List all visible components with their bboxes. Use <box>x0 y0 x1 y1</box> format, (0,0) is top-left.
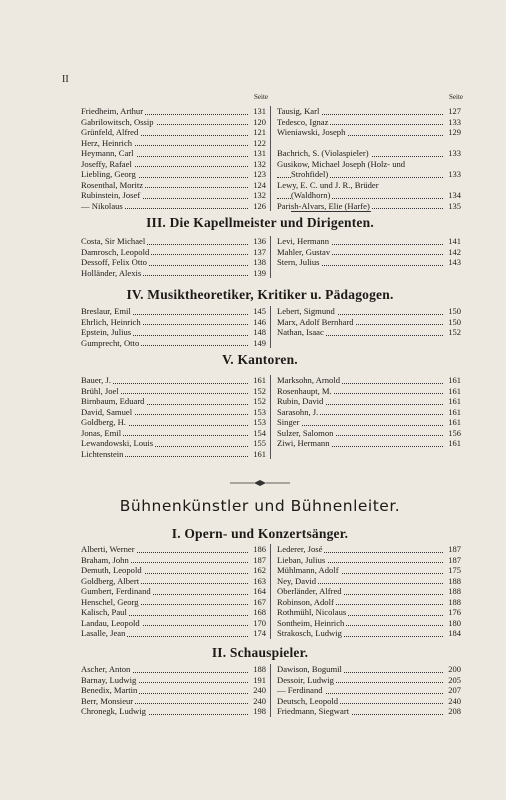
entry-name: Strakosch, Ludwig <box>277 628 342 638</box>
entry-page-number: 170 <box>253 617 266 628</box>
entry-name: Liebling, Georg <box>81 169 136 179</box>
entry-page-number: 188 <box>448 586 461 596</box>
index-entry <box>277 148 461 159</box>
entry-name: Landau, Leopold <box>81 617 140 628</box>
index-entry <box>81 565 266 576</box>
entry-page-number: 161 <box>448 417 461 427</box>
index-entry <box>81 306 266 317</box>
ornament-divider <box>230 479 290 487</box>
index-entry <box>81 586 266 597</box>
entry-page-number: 129 <box>448 127 461 137</box>
entry-page-number: 145 <box>253 306 266 316</box>
index-entry <box>81 544 266 555</box>
left-column <box>81 375 271 459</box>
entry-page-number: 134 <box>448 190 461 200</box>
entry-name: Sulzer, Salomon <box>277 427 334 438</box>
entry-page-number: 240 <box>253 685 266 695</box>
section-heading: IV. Musiktheoretiker, Kritiker u. Pädagogen. <box>126 287 394 302</box>
entry-page-number: 156 <box>448 427 461 438</box>
index-entry <box>277 628 461 639</box>
index-entry <box>81 706 266 717</box>
page-number: II <box>62 74 69 85</box>
entry-page-number: 240 <box>448 695 461 706</box>
entry-name: Braham, John <box>81 554 129 565</box>
index-entry <box>81 449 266 460</box>
index-section-instrumentalists <box>81 93 463 211</box>
index-entry <box>81 396 266 407</box>
entry-name: Dessoir, Ludwig <box>277 674 334 685</box>
entry-page-number: 124 <box>253 179 266 190</box>
entry-page-number: 143 <box>448 257 461 267</box>
index-entry <box>81 428 266 439</box>
left-column <box>81 664 271 717</box>
index-entry <box>81 236 266 247</box>
index-entry <box>277 576 461 587</box>
section-heading: II. Schauspieler. <box>211 645 309 660</box>
index-entry <box>277 428 461 439</box>
entry-page-number: 153 <box>253 406 266 417</box>
entry-name: Jonas, Emil <box>81 427 122 438</box>
entry-page-number: 161 <box>448 385 461 396</box>
entry-page-number: 205 <box>448 674 461 685</box>
index-entry <box>81 317 266 328</box>
index-section-theorists <box>81 306 461 348</box>
index-entry <box>277 117 461 128</box>
entry-page-number: 176 <box>448 607 461 617</box>
entry-name: Lasalle, Jean <box>81 628 126 638</box>
entry-page-number: 188 <box>448 596 461 607</box>
index-entry <box>81 159 266 170</box>
entry-page-number: 150 <box>448 306 461 316</box>
entry-name: Bachrich, S. (Violaspieler) <box>277 148 369 158</box>
index-entry <box>81 555 266 566</box>
entry-page-number: 132 <box>253 158 266 169</box>
entry-page-number: 132 <box>253 190 266 200</box>
entry-page-number: 136 <box>253 236 266 246</box>
index-entry <box>277 159 461 170</box>
entry-name: Costa, Sir Michael <box>81 236 146 246</box>
entry-name: Tedesco, Ignaz <box>277 116 329 127</box>
entry-name: Deutsch, Leopold <box>277 695 339 706</box>
entry-name: Goldberg, H. <box>81 417 126 427</box>
entry-page-number: 154 <box>253 427 266 438</box>
entry-name <box>277 138 279 148</box>
entry-name: Tausig, Karl <box>277 106 320 116</box>
entry-page-number: 161 <box>253 375 266 385</box>
index-entry <box>81 148 266 159</box>
main-title: Bühnenkünstler und Bühnenleiter. <box>119 497 401 515</box>
entry-name: Marx, Adolf Bernhard <box>277 316 354 327</box>
entry-page-number: 175 <box>448 565 461 575</box>
entry-name: Mühlmann, Adolf <box>277 565 339 575</box>
right-column <box>271 236 461 278</box>
index-entry <box>277 138 461 149</box>
section-heading: I. Opern- und Konzertsänger. <box>171 526 349 541</box>
entry-name: Breslaur, Emil <box>81 306 131 316</box>
index-entry <box>81 664 266 675</box>
entry-page-number: 187 <box>448 544 461 554</box>
index-entry <box>81 117 266 128</box>
entry-page-number: 131 <box>253 106 266 116</box>
index-entry <box>81 201 266 212</box>
index-entry <box>277 675 461 686</box>
entry-page-number: 133 <box>448 148 461 158</box>
entry-name: Oberländer, Alfred <box>277 586 342 596</box>
entry-name: (Waldhorn) <box>291 190 331 200</box>
index-entry <box>81 257 266 268</box>
entry-name: Rosenhaupt, M. <box>277 385 332 396</box>
entry-page-number: 127 <box>448 106 461 116</box>
index-entry <box>81 597 266 608</box>
entry-name: Friedheim, Arthur <box>81 106 144 116</box>
entry-page-number: 167 <box>253 596 266 607</box>
entry-name: Lewandowski, Louis <box>81 438 154 448</box>
index-entry <box>81 407 266 418</box>
right-column <box>271 93 463 211</box>
entry-name: — Ferdinand <box>277 685 323 695</box>
entry-name: Lichtenstein <box>81 448 124 459</box>
index-entry <box>81 180 266 191</box>
index-entry <box>81 327 266 338</box>
left-column <box>81 306 271 348</box>
entry-name: Lederer, José <box>277 544 323 554</box>
entry-name: Wieniawski, Joseph <box>277 127 346 137</box>
index-entry <box>277 317 461 328</box>
entry-name: Epstein, Julius <box>81 327 132 337</box>
index-entry <box>277 618 461 629</box>
entry-page-number: 240 <box>253 695 266 706</box>
index-entry <box>277 565 461 576</box>
entry-name: Berr, Monsieur <box>81 695 134 706</box>
entry-page-number: 137 <box>253 246 266 257</box>
index-entry <box>277 106 461 117</box>
index-entry <box>277 544 461 555</box>
entry-page-number: 161 <box>253 448 266 459</box>
entry-page-number: 207 <box>448 685 461 695</box>
index-entry <box>277 247 461 258</box>
index-section-singers <box>81 544 461 639</box>
entry-page-number: 187 <box>253 554 266 565</box>
entry-page-number: 187 <box>448 554 461 565</box>
entry-page-number: 153 <box>253 417 266 427</box>
entry-name: Lewy, E. C. und J. R., Brüder <box>277 179 379 190</box>
index-entry <box>81 138 266 149</box>
entry-page-number: 161 <box>448 375 461 385</box>
index-entry <box>277 706 461 717</box>
index-entry <box>81 268 266 279</box>
index-entry <box>81 417 266 428</box>
entry-name: Alberti, Werner <box>81 544 135 554</box>
index-entry <box>277 438 461 449</box>
entry-page-number: 142 <box>448 246 461 257</box>
entry-page-number: 161 <box>448 396 461 406</box>
left-column <box>81 544 271 639</box>
index-entry <box>81 127 266 138</box>
entry-name: Kalisch, Paul <box>81 607 127 617</box>
index-entry <box>81 169 266 180</box>
right-column <box>271 306 461 348</box>
entry-page-number: 200 <box>448 664 461 674</box>
entry-page-number: 168 <box>253 607 266 617</box>
entry-name: Rothmühl, Nicolaus <box>277 607 347 617</box>
entry-name: Sontheim, Heinrich <box>277 617 345 628</box>
entry-name: Ascher, Anton <box>81 664 131 674</box>
index-entry <box>277 407 461 418</box>
entry-page-number: 139 <box>253 267 266 278</box>
index-entry <box>277 306 461 317</box>
entry-page-number: 180 <box>448 617 461 628</box>
entry-page-number: 141 <box>448 236 461 246</box>
index-entry <box>277 555 461 566</box>
entry-name: Holländer, Alexis <box>81 267 142 278</box>
index-entry <box>81 438 266 449</box>
entry-name: — Nikolaus <box>81 200 123 211</box>
right-column <box>271 544 461 639</box>
index-entry <box>277 396 461 407</box>
entry-page-number: 123 <box>253 169 266 179</box>
entry-page-number: 198 <box>253 706 266 716</box>
section-heading: III. Die Kapellmeister und Dirigenten. <box>146 215 374 230</box>
dot-leader <box>277 425 443 426</box>
index-entry <box>277 386 461 397</box>
index-entry <box>277 696 461 707</box>
index-entry <box>277 236 461 247</box>
entry-name: Ehrlich, Heinrich <box>81 316 141 327</box>
entry-page-number: 191 <box>253 674 266 685</box>
entry-name: Singer <box>277 417 300 427</box>
entry-name: Heymann, Carl <box>81 148 134 158</box>
index-entry <box>81 696 266 707</box>
index-section-actors <box>81 664 461 717</box>
index-section-cantors <box>81 375 461 459</box>
entry-name: Demuth, Leopold <box>81 565 142 575</box>
entry-name: Rosenthal, Moritz <box>81 179 144 190</box>
entry-page-number: 174 <box>253 628 266 638</box>
entry-name: Dessoff, Felix Otto <box>81 257 147 267</box>
right-column <box>271 664 461 717</box>
entry-page-number: 120 <box>253 116 266 127</box>
index-entry <box>81 338 266 349</box>
entry-name: Levi, Hermann <box>277 236 330 246</box>
index-entry <box>81 106 266 117</box>
entry-page-number: 152 <box>253 396 266 406</box>
index-entry <box>81 685 266 696</box>
entry-name: Marksohn, Arnold <box>277 375 341 385</box>
index-entry <box>277 201 461 212</box>
entry-name: Joseffy, Rafael <box>81 158 132 169</box>
entry-name: Barnay, Ludwig <box>81 674 137 685</box>
entry-name: Benedix, Martin <box>81 685 138 695</box>
entry-name: Damrosch, Leopold <box>81 246 150 257</box>
index-entry <box>277 127 461 138</box>
index-entry <box>277 180 461 191</box>
entry-page-number: 208 <box>448 706 461 716</box>
entry-name: Gumprecht, Otto <box>81 337 140 348</box>
entry-page-number: 122 <box>253 137 266 148</box>
index-entry <box>81 190 266 201</box>
entry-page-number: 146 <box>253 316 266 327</box>
index-entry <box>81 628 266 639</box>
index-entry <box>81 675 266 686</box>
index-entry <box>277 664 461 675</box>
entry-page-number: 121 <box>253 127 266 137</box>
entry-name: Grünfeld, Alfred <box>81 127 139 137</box>
entry-name: Gumbert, Ferdinand <box>81 586 151 596</box>
seite-label: Seite <box>254 93 268 101</box>
entry-name: Sarasohn, J. <box>277 406 319 417</box>
index-entry <box>277 417 461 428</box>
entry-name: Birnbaum, Eduard <box>81 396 145 406</box>
entry-page-number: 135 <box>448 200 461 211</box>
index-entry <box>277 597 461 608</box>
entry-name: Henschel, Georg <box>81 596 139 607</box>
entry-page-number: 188 <box>253 664 266 674</box>
entry-page-number: 152 <box>253 385 266 396</box>
entry-name: Dawison, Bogumil <box>277 664 342 674</box>
entry-page-number: 138 <box>253 257 266 267</box>
entry-page-number: 186 <box>253 544 266 554</box>
index-entry <box>277 257 461 268</box>
entry-page-number: 164 <box>253 586 266 596</box>
index-entry <box>277 375 461 386</box>
entry-page-number: 148 <box>253 327 266 337</box>
seite-label: Seite <box>449 93 463 101</box>
separator-rule <box>291 211 371 212</box>
entry-name: Robinson, Adolf <box>277 596 334 607</box>
entry-page-number: 161 <box>448 406 461 417</box>
index-entry <box>277 586 461 597</box>
entry-page-number: 184 <box>448 628 461 638</box>
entry-name: Stern, Julius <box>277 257 320 267</box>
entry-page-number: 162 <box>253 565 266 575</box>
entry-page-number: 133 <box>448 116 461 127</box>
entry-page-number: 150 <box>448 316 461 327</box>
index-entry <box>277 327 461 338</box>
entry-page-number: 133 <box>448 169 461 179</box>
entry-name: Strohfidel) <box>291 169 329 179</box>
entry-page-number: 131 <box>253 148 266 158</box>
entry-name: Lieban, Julius <box>277 554 326 565</box>
left-column <box>81 236 271 278</box>
index-entry <box>81 576 266 587</box>
index-entry <box>277 169 461 180</box>
entry-name: Gabrilowitsch, Ossip <box>81 116 154 127</box>
index-entry <box>81 607 266 618</box>
entry-name: Bauer, J. <box>81 375 111 385</box>
entry-name: David, Samuel <box>81 406 133 417</box>
entry-page-number: 152 <box>448 327 461 337</box>
entry-name: Parish-Alvars, Elie (Harfe) <box>277 200 370 211</box>
index-entry <box>81 618 266 629</box>
entry-page-number: 155 <box>253 438 266 448</box>
left-column <box>81 93 271 211</box>
right-column <box>271 375 461 459</box>
entry-name: Nathan, Isaac <box>277 327 324 337</box>
entry-name: Ney, David <box>277 575 317 586</box>
entry-page-number: 149 <box>253 337 266 348</box>
entry-page-number: 161 <box>448 438 461 448</box>
entry-name: Gusikow, Michael Joseph (Holz- und <box>277 158 406 169</box>
entry-page-number: 188 <box>448 575 461 586</box>
index-entry <box>81 375 266 386</box>
entry-name: Herz, Heinrich <box>81 137 133 148</box>
index-section-conductors <box>81 236 461 278</box>
section-heading: V. Kantoren. <box>222 352 298 367</box>
entry-name: Brühl, Joel <box>81 385 119 396</box>
entry-name: Lebert, Sigmund <box>277 306 335 316</box>
entry-name: Mahler, Gustav <box>277 246 331 257</box>
entry-name: Ziwi, Hermann <box>277 438 330 448</box>
index-entry <box>277 685 461 696</box>
entry-name: Friedmann, Siegwart <box>277 706 350 716</box>
entry-name: Chronegk, Ludwig <box>81 706 146 716</box>
entry-page-number: 126 <box>253 200 266 211</box>
index-entry <box>277 190 461 201</box>
entry-name: Rubin, David <box>277 396 324 406</box>
index-entry <box>81 386 266 397</box>
entry-name: Rubinstein, Josef <box>81 190 141 200</box>
index-entry <box>81 247 266 258</box>
entry-name: Goldberg, Albert <box>81 575 140 586</box>
index-entry <box>277 607 461 618</box>
entry-page-number: 163 <box>253 575 266 586</box>
